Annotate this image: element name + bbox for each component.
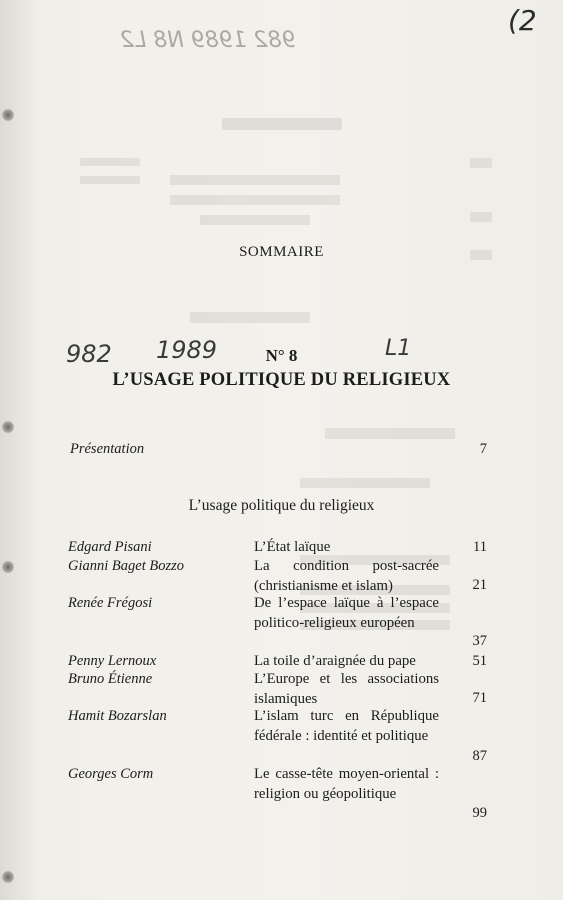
entry-page: 21 [472,577,487,593]
section-title: L’usage politique du religieux [188,497,375,514]
punch-hole-top [2,108,14,122]
entry-page: 99 [472,805,487,821]
handwritten-code-left: 982 [66,340,112,368]
entry-author: Hamit Bozarslan [68,708,167,724]
entry-author: Renée Frégosi [68,595,153,611]
entry-author: Penny Lernoux [68,653,157,669]
entry-author: Georges Corm [68,766,154,782]
punch-hole-lower [2,560,14,574]
entry-title: L’Europe et les associations islamiques [254,671,439,707]
entry-author: Edgard Pisani [68,539,152,555]
issue-title: L’USAGE POLITIQUE DU RELIGIEUX [112,370,451,390]
entry-page: 37 [472,633,487,649]
handwritten-corner-mark: (2 [508,4,537,37]
issue-number: N° 8 [265,346,298,365]
handwritten-code-right: L1 [385,336,412,361]
entry-title: L’État laïque [254,539,331,555]
entry-title: La toile d’araignée du pape [254,653,416,669]
entry-page: 51 [472,653,487,669]
entry-title: Le casse-tête moyen-oriental : religion ou géopolitique [254,766,439,802]
presentation-label: Présentation [70,441,145,457]
presentation-page: 7 [479,441,487,457]
handwritten-year: 1989 [156,336,218,364]
punch-hole-bottom [2,870,14,884]
entry-page: 71 [472,690,487,706]
entry-title: La condition post-sacrée (christianisme et islam) [254,558,439,594]
entry-author: Gianni Baget Bozzo [68,558,184,574]
entry-author: Bruno Étienne [68,671,153,687]
entry-page: 87 [472,748,487,764]
handwritten-mirrored-note: 982 1989 N8 L2 [120,28,296,53]
entry-page: 11 [473,539,487,555]
summary-heading: SOMMAIRE [239,244,324,260]
entry-title: L’islam turc en République fédérale : identité et politique [254,708,439,744]
entry-title: De l’espace laïque à l’espace politico-religieux européen [254,595,439,631]
punch-hole-middle [2,420,14,434]
